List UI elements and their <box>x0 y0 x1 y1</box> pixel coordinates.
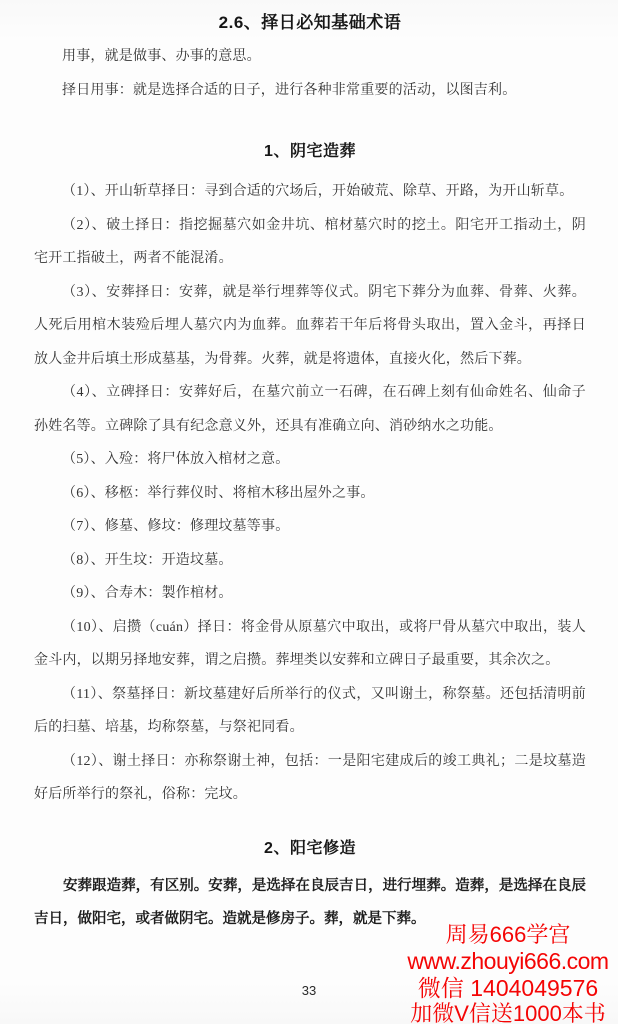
watermark <box>399 922 617 1024</box>
term-item-7: （7）、修墓、修坟：修理坟墓等事。 <box>62 519 290 534</box>
watermark-promo-text: 加微V信送1000本书 <box>410 1001 606 1024</box>
term-item-9: （9）、合寿木：製作棺材。 <box>62 586 233 601</box>
page-title: 2.6、择日必知基础术语 <box>218 13 402 32</box>
term-item-4: （4）、立碑择日：安葬好后，在墓穴前立一石碑，在石碑上刻有仙命姓名、仙命子孙姓名等。立碑除了具有纪念意义外，还具有准确立向、消砂纳水之功能。 <box>34 385 586 434</box>
intro-paragraph-2: 择日用事：就是选择合适的日子，进行各种非常重要的活动，以图吉利。 <box>62 82 517 98</box>
term-item-5: （5）、入殓：将尸体放入棺材之意。 <box>62 452 290 467</box>
page-number: 33 <box>301 983 317 998</box>
section-heading-yangzhai-xiuzao: 2、阳宅修造 <box>264 839 356 857</box>
term-item-6: （6）、移柩：举行葬仪时、将棺木移出屋外之事。 <box>62 485 375 501</box>
yangzhai-paragraph: 安葬跟造葬，有区别。安葬，是选择在良辰吉日，进行埋葬。造葬，是选择在良辰吉日，做阳宅，或者做阴宅。造就是修房子。葬，就是下葬。 <box>34 877 586 927</box>
term-item-1: （1）、开山斩草择日：寻到合适的穴场后，开始破荒、除草、开路，为开山斩草。 <box>62 184 574 199</box>
term-item-8: （8）、开生坟：开造坟墓。 <box>62 552 233 568</box>
term-item-11: （11）、祭墓择日：新坟墓建好后所举行的仪式，又叫谢土，称祭墓。还包括清明前后的扫墓、培基，均称祭墓，与祭祀同看。 <box>34 686 586 735</box>
term-item-12: （12）、谢土择日：亦称祭谢土神，包括：一是阳宅建成后的竣工典礼；二是坟墓造好后所举行的祭礼，俗称：完坟。 <box>34 753 586 802</box>
watermark-website-url: www.zhouyi666.com <box>407 948 609 974</box>
section-heading-yinzhai-zaozang: 1、阴宅造葬 <box>264 143 356 160</box>
term-item-10: （10）、启攒（cuán）择日：将金骨从原墓穴中取出，或将尸骨从墓穴中取出，装人金斗内，以期另择地安葬，谓之启攒。葬埋类以安葬和立碑日子最重要，其余次之。 <box>34 619 586 668</box>
term-item-2: （2）、破土择日：指挖掘墓穴如金井坑、棺材墓穴时的挖土。阳宅开工指动土，阴宅开工指破土，两者不能混淆。 <box>34 217 586 266</box>
watermark-wechat-id: 微信 1404049576 <box>417 975 599 1001</box>
watermark-site-name: 周易666学宫 <box>445 922 571 947</box>
term-item-3: （3）、安葬择日：安葬，就是举行埋葬等仪式。阴宅下葬分为血葬、骨葬、火葬。人死后用棺木装殓后埋人墓穴内为血葬。血葬若干年后将骨头取出，置入金斗，再择日放人金井后填土形成墓基，为骨葬。火葬，就是将遗体，直接火化，然后下葬。 <box>34 284 586 367</box>
intro-paragraph-1: 用事，就是做事、办事的意思。 <box>62 49 261 64</box>
